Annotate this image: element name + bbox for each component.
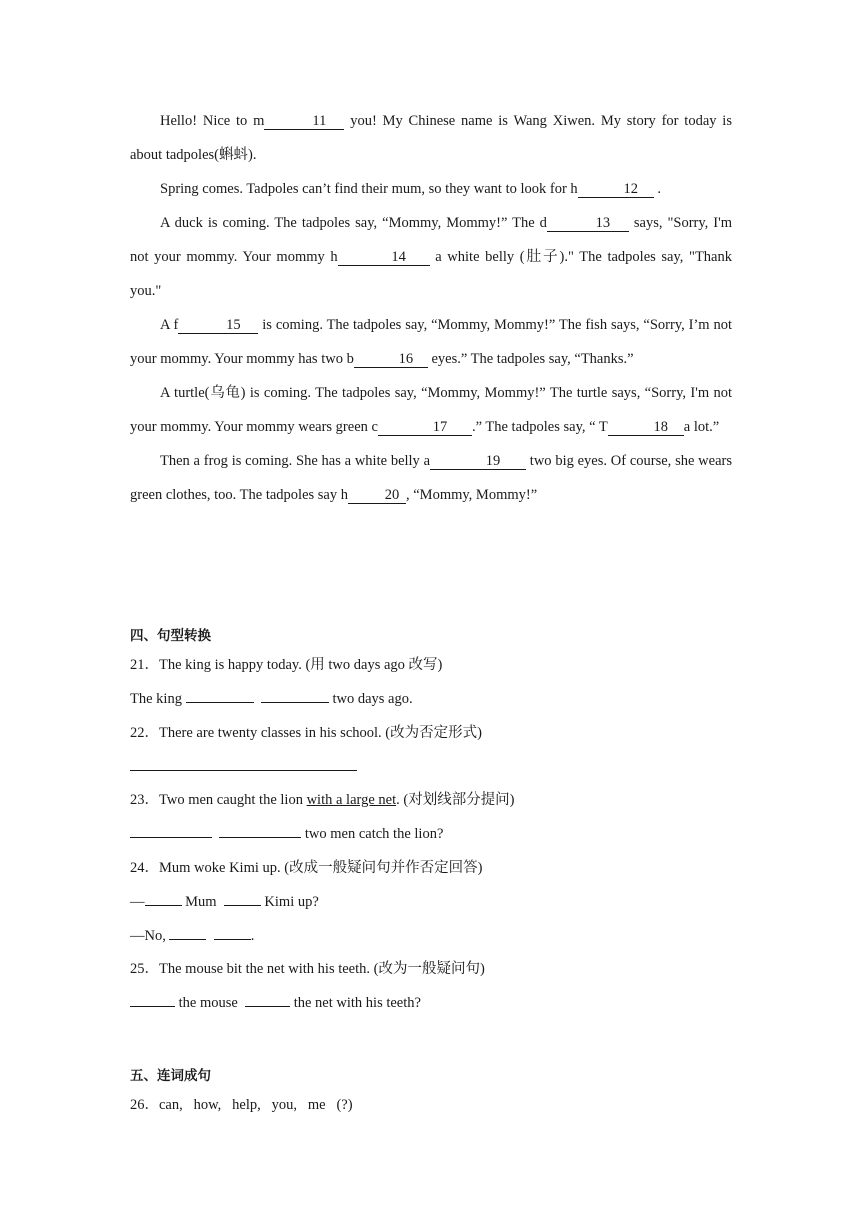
blank-19[interactable]: 19 xyxy=(430,453,526,470)
section-5-heading: 五、连词成句 xyxy=(130,1068,211,1084)
passage-paragraph-1: Hello! Nice to m 11 you! My Chinese name is Wang Xiwen. My story for today is about tadpoles(蝌蚪). xyxy=(130,113,732,163)
passage-paragraph-2: Spring comes. Tadpoles can’t find their mum, so they want to look for h 12 . xyxy=(160,181,661,197)
question-21: 21．The king is happy today. (用 two days ago 改写) xyxy=(130,657,443,673)
question-23: 23．Two men caught the lion with a large net. (对划线部分提问) xyxy=(130,792,515,808)
cloze-passage xyxy=(130,104,732,512)
answer-21-line: The king two days ago. xyxy=(130,687,413,708)
answer-blank[interactable] xyxy=(261,687,329,703)
blank-16[interactable]: 16 xyxy=(354,351,428,368)
blank-11[interactable]: 11 xyxy=(264,113,344,130)
blank-17[interactable]: 17 xyxy=(378,419,472,436)
question-26: 26．can, how, help, you, me (?) xyxy=(130,1097,353,1113)
blank-18[interactable]: 18 xyxy=(608,419,684,436)
answer-blank[interactable] xyxy=(245,991,290,1007)
blank-15[interactable]: 15 xyxy=(178,317,258,334)
question-25: 25．The mouse bit the net with his teeth. (改为一般疑问句) xyxy=(130,961,485,977)
passage-paragraph-3: A duck is coming. The tadpoles say, “Mommy, Mommy!” The d 13 says, "Sorry, I'm not your mommy. Your mommy h 14 a white belly (肚子)." The tadpoles say, "Thank you." xyxy=(130,215,733,299)
answer-23-line: two men catch the lion? xyxy=(130,822,443,843)
answer-blank[interactable] xyxy=(130,822,212,838)
passage-paragraph-6: Then a frog is coming. She has a white belly a 19 two big eyes. Of course, she wears green clothes, too. The tadpoles say h 20 , “Mommy, Mommy!” xyxy=(130,453,732,503)
blank-14[interactable]: 14 xyxy=(338,249,430,266)
answer-blank[interactable] xyxy=(214,924,251,940)
question-24: 24．Mum woke Kimi up. (改成一般疑问句并作否定回答) xyxy=(130,860,483,876)
passage-paragraph-5: A turtle(乌龟) is coming. The tadpoles say, “Mommy, Mommy!” The turtle says, “Sorry, I'm not your mommy. Your mommy wears green c 17 .” The tadpoles say, “ T 18 a lot.” xyxy=(130,385,732,435)
answer-24-reply-line: —No, . xyxy=(130,924,254,945)
answer-blank[interactable] xyxy=(186,687,254,703)
answer-blank[interactable] xyxy=(130,991,175,1007)
answer-blank[interactable] xyxy=(224,890,261,906)
answer-25-line: the mouse the net with his teeth? xyxy=(130,991,421,1012)
answer-22-line[interactable] xyxy=(130,770,357,771)
answer-blank[interactable] xyxy=(169,924,206,940)
passage-paragraph-4: A f 15 is coming. The tadpoles say, “Mommy, Mommy!” The fish says, “Sorry, I’m not your mommy. Your mommy has two b 16 eyes.” The tadpoles say, “Thanks.” xyxy=(130,317,733,367)
section-4-heading: 四、句型转换 xyxy=(130,628,211,644)
underlined-phrase: with a large net xyxy=(306,792,397,808)
blank-13[interactable]: 13 xyxy=(547,215,629,232)
answer-blank[interactable] xyxy=(219,822,301,838)
blank-20[interactable]: 20 xyxy=(348,487,406,504)
answer-24-question-line: — Mum Kimi up? xyxy=(130,890,319,911)
blank-12[interactable]: 12 xyxy=(578,181,654,198)
answer-blank[interactable] xyxy=(145,890,182,906)
question-22: 22．There are twenty classes in his school. (改为否定形式) xyxy=(130,725,482,741)
